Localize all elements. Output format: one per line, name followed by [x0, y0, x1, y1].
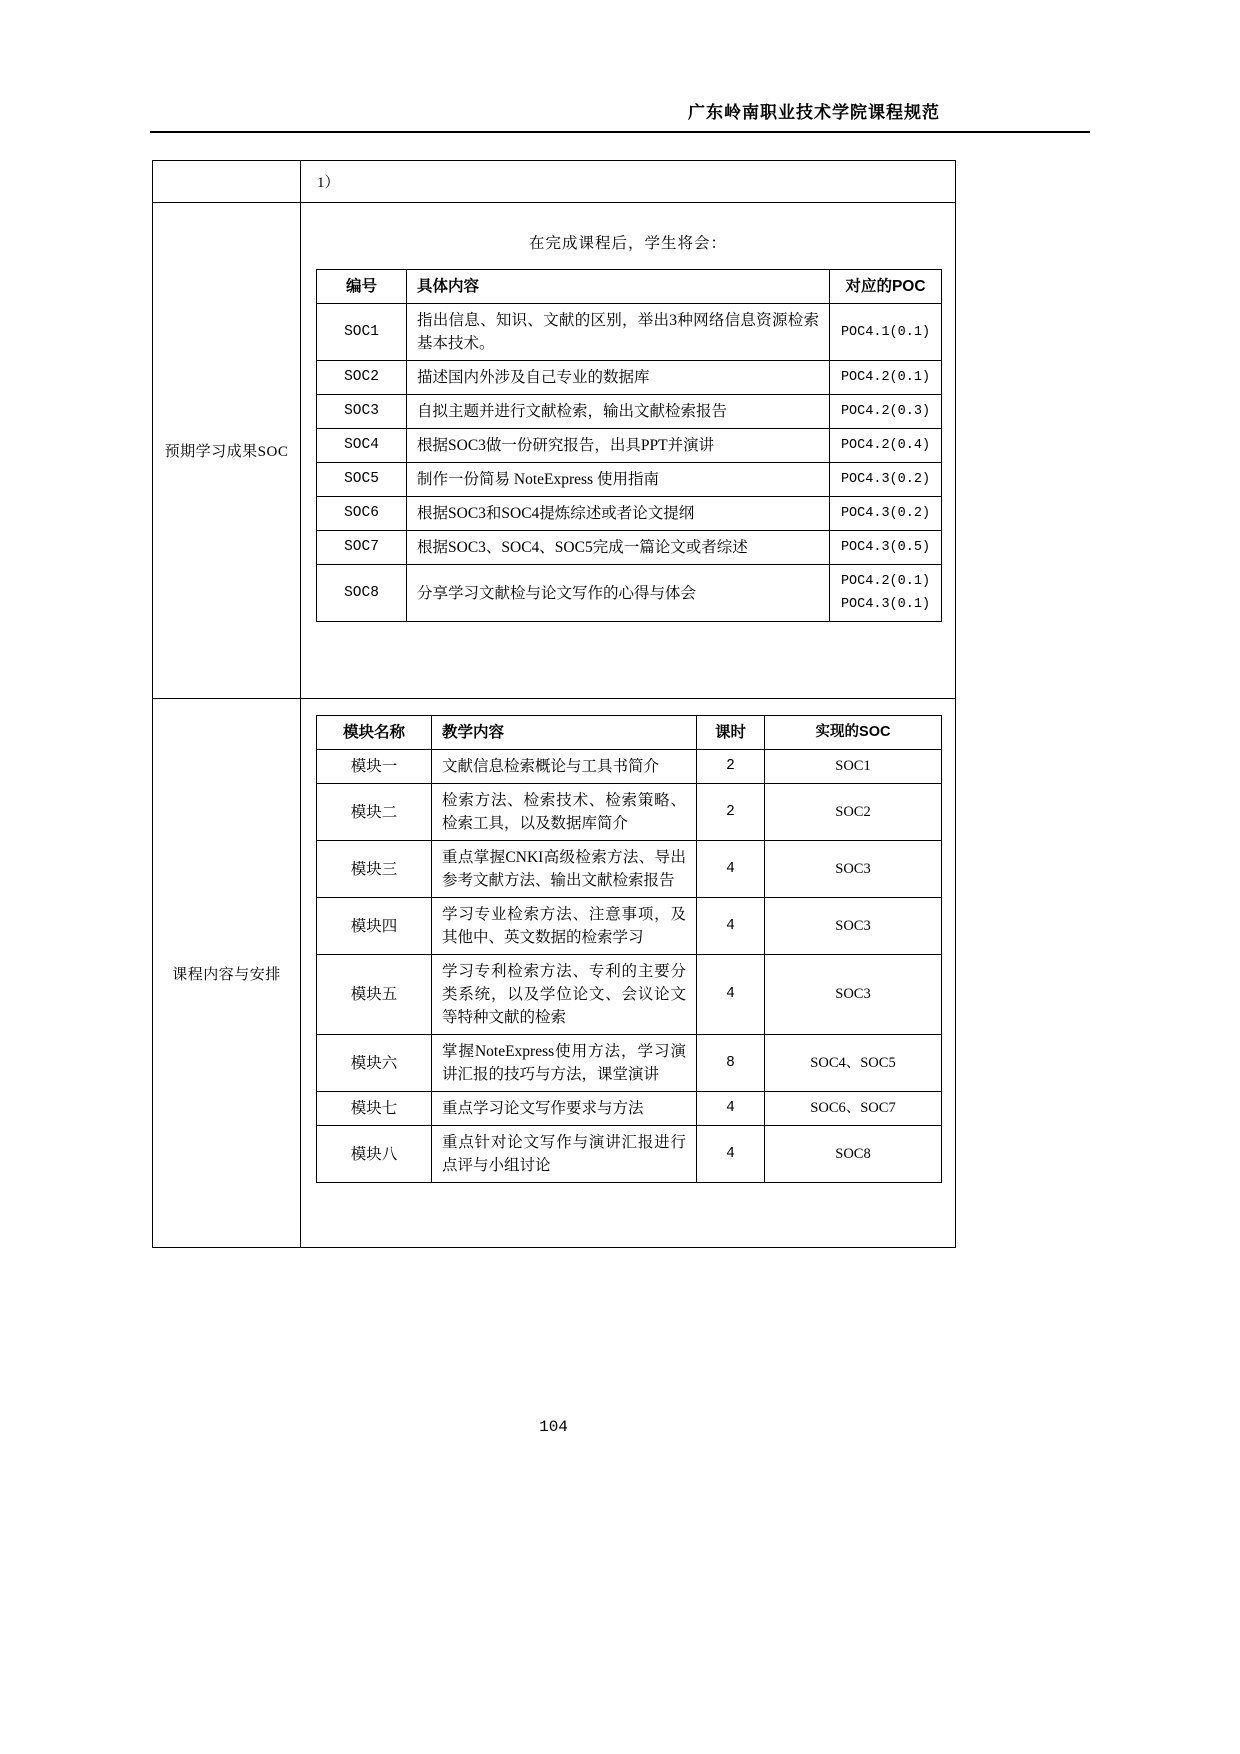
module-name: 模块六: [317, 1035, 432, 1092]
module-row: [317, 1126, 942, 1183]
module-hours: 4: [697, 1092, 765, 1126]
soc-content: 根据SOC3、SOC4、SOC5完成一篇论文或者综述: [407, 531, 830, 565]
module-name: 模块四: [317, 898, 432, 955]
module-content: 重点针对论文写作与演讲汇报进行点评与小组讨论: [432, 1126, 697, 1183]
outer-table: [152, 160, 956, 1248]
soc-id: SOC1: [317, 304, 407, 361]
module-name: 模块八: [317, 1126, 432, 1183]
soc-content: 指出信息、知识、文献的区别，举出3种网络信息资源检索基本技术。: [407, 304, 830, 361]
module-content: 学习专利检索方法、专利的主要分类系统，以及学位论文、会议论文等特种文献的检索: [432, 955, 697, 1035]
soc-intro-text: 在完成课程后，学生将会：: [528, 235, 727, 252]
module-col-header-hours: 课时: [697, 716, 765, 750]
module-hours: 8: [697, 1035, 765, 1092]
soc-row: [317, 429, 942, 463]
soc-row: [317, 304, 942, 361]
module-row: [317, 1035, 942, 1092]
module-hours: 2: [697, 784, 765, 841]
module-content: 掌握NoteExpress使用方法，学习演讲汇报的技巧与方法，课堂演讲: [432, 1035, 697, 1092]
soc-content: 根据SOC3和SOC4提炼综述或者论文提纲: [407, 497, 830, 531]
soc-row: [317, 565, 942, 622]
soc-row: [317, 531, 942, 565]
module-content: 重点学习论文写作要求与方法: [432, 1092, 697, 1126]
module-name: 模块七: [317, 1092, 432, 1126]
module-soc: SOC8: [765, 1126, 942, 1183]
soc-poc: POC4.2(0.3): [830, 395, 942, 429]
soc-poc: POC4.2(0.1) POC4.3(0.1): [830, 565, 942, 622]
module-soc: SOC3: [765, 898, 942, 955]
soc-section-content: [301, 203, 956, 699]
soc-poc: POC4.3(0.5): [830, 531, 942, 565]
module-section-content: [301, 699, 956, 1248]
module-name: 模块二: [317, 784, 432, 841]
module-hours: 2: [697, 750, 765, 784]
module-hours: 4: [697, 841, 765, 898]
module-hours: 4: [697, 1126, 765, 1183]
module-name: 模块五: [317, 955, 432, 1035]
outer-row-note: [153, 161, 956, 203]
soc-content: 制作一份简易 NoteExpress 使用指南: [407, 463, 830, 497]
soc-content: 分享学习文献检与论文写作的心得与体会: [407, 565, 830, 622]
soc-row: [317, 497, 942, 531]
soc-id: SOC7: [317, 531, 407, 565]
soc-table: [316, 269, 942, 622]
soc-poc: POC4.3(0.2): [830, 497, 942, 531]
module-col-header-content: 教学内容: [432, 716, 697, 750]
module-soc: SOC3: [765, 841, 942, 898]
soc-row: [317, 361, 942, 395]
module-name: 模块三: [317, 841, 432, 898]
module-col-header-soc: 实现的SOC: [765, 716, 942, 750]
soc-section-label: 预期学习成果SOC: [153, 203, 301, 699]
module-soc: SOC2: [765, 784, 942, 841]
module-row: [317, 955, 942, 1035]
soc-col-header-content: 具体内容: [407, 270, 830, 304]
page-header: [150, 98, 1090, 133]
module-content: 学习专业检索方法、注意事项，及其他中、英文数据的检索学习: [432, 898, 697, 955]
module-section-label: 课程内容与安排: [153, 699, 301, 1248]
soc-row: [317, 463, 942, 497]
soc-poc: POC4.2(0.4): [830, 429, 942, 463]
header-title: 广东岭南职业技术学院课程规范: [688, 103, 940, 122]
soc-id: SOC4: [317, 429, 407, 463]
module-header-row: [317, 716, 942, 750]
soc-id: SOC5: [317, 463, 407, 497]
module-row: [317, 1092, 942, 1126]
module-hours: 4: [697, 898, 765, 955]
module-table: [316, 715, 942, 1183]
module-soc: SOC1: [765, 750, 942, 784]
soc-id: SOC3: [317, 395, 407, 429]
soc-col-header-poc: 对应的POC: [830, 270, 942, 304]
module-col-header-name: 模块名称: [317, 716, 432, 750]
module-soc: SOC6、SOC7: [765, 1092, 942, 1126]
module-content: 检索方法、检索技术、检索策略、检索工具，以及数据库简介: [432, 784, 697, 841]
module-row: [317, 841, 942, 898]
soc-content: 自拟主题并进行文献检索，输出文献检索报告: [407, 395, 830, 429]
module-row: [317, 784, 942, 841]
module-soc: SOC3: [765, 955, 942, 1035]
soc-header-row: [317, 270, 942, 304]
module-content: 重点掌握CNKI高级检索方法、导出参考文献方法、输出文献检索报告: [432, 841, 697, 898]
module-content: 文献信息检索概论与工具书简介: [432, 750, 697, 784]
soc-content: 描述国内外涉及自己专业的数据库: [407, 361, 830, 395]
module-name: 模块一: [317, 750, 432, 784]
module-row: [317, 898, 942, 955]
outer-row-soc: [153, 203, 956, 699]
note-cell: 1）: [301, 161, 956, 203]
soc-col-header-id: 编号: [317, 270, 407, 304]
soc-id: SOC8: [317, 565, 407, 622]
soc-content: 根据SOC3做一份研究报告，出具PPT并演讲: [407, 429, 830, 463]
soc-id: SOC6: [317, 497, 407, 531]
soc-row: [317, 395, 942, 429]
soc-poc: POC4.3(0.2): [830, 463, 942, 497]
soc-poc: POC4.1(0.1): [830, 304, 942, 361]
page-number: 104: [539, 1418, 568, 1436]
outer-empty-label-cell: [153, 161, 301, 203]
module-hours: 4: [697, 955, 765, 1035]
soc-poc: POC4.2(0.1): [830, 361, 942, 395]
module-soc: SOC4、SOC5: [765, 1035, 942, 1092]
outer-row-modules: [153, 699, 956, 1248]
module-row: [317, 750, 942, 784]
soc-id: SOC2: [317, 361, 407, 395]
